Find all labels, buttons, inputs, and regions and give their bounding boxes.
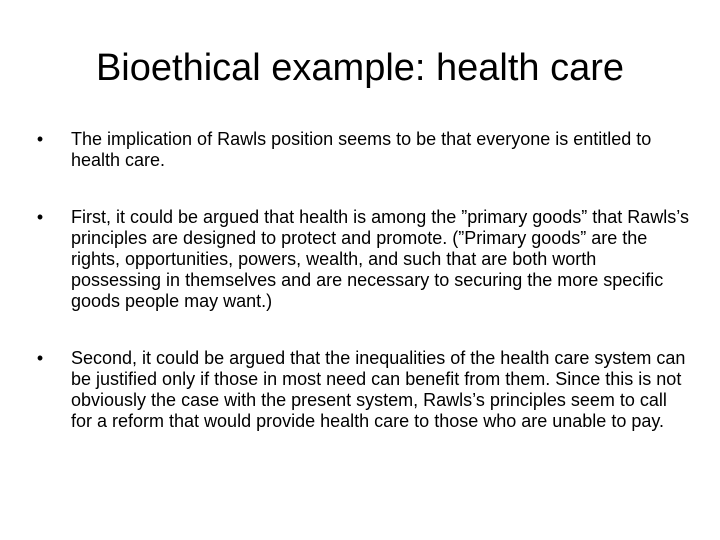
bullet-icon: •	[36, 129, 44, 149]
bullet-list	[30, 129, 690, 432]
bullet-text: Second, it could be argued that the inequalities of the health care system can be justified only if those in most need can benefit from them. Since this is not obviously the case with the present system, Rawls’s principles seem to call for a reform that would provide health care to those who are unable to pay.	[71, 348, 686, 431]
bullet-item	[30, 129, 690, 171]
bullet-text: First, it could be argued that health is among the ”primary goods” that Rawls’s principles are designed to protect and promote. (”Primary goods” are the rights, opportunities, powers, wealth, and such that are both worth possessing in themselves and are necessary to securing the more specific goods people may want.)	[71, 207, 689, 311]
bullet-icon: •	[36, 348, 44, 368]
bullet-icon: •	[36, 207, 44, 227]
bullet-item	[30, 348, 690, 432]
slide-title: Bioethical example: health care	[95, 47, 625, 89]
bullet-item	[30, 207, 690, 312]
bullet-text: The implication of Rawls position seems to be that everyone is entitled to health care.	[71, 129, 652, 170]
